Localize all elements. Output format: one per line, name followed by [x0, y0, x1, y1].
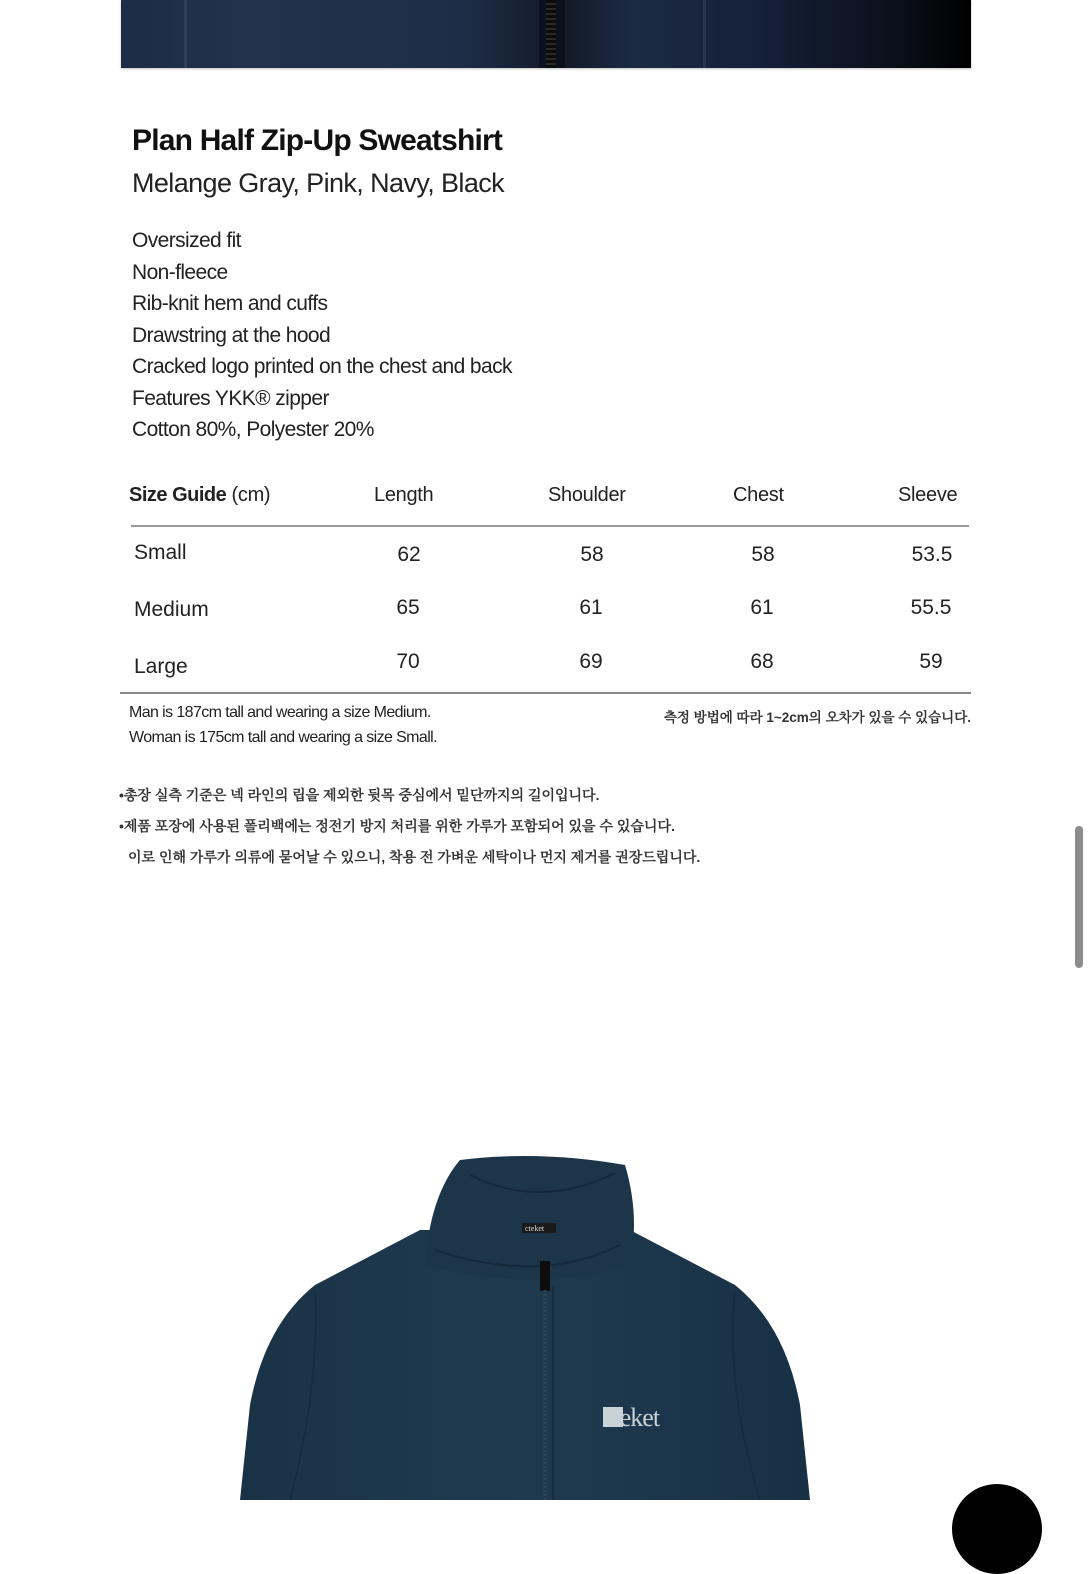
column-header-length: Length	[374, 484, 434, 506]
cell-large-sleeve: 59	[919, 650, 943, 673]
cell-small-sleeve: 53.5	[911, 543, 953, 566]
row-label-small: Small	[134, 541, 187, 564]
notice-polybag-powder: •제품 포장에 사용된 폴리백에는 정전기 방지 처리를 위한 가루가 포함되어 있을 수 있습니다.	[119, 818, 675, 834]
feature-item: Cotton 80%, Polyester 20%	[132, 418, 374, 441]
size-guide-unit: (cm)	[231, 484, 271, 506]
fabric-fold	[703, 0, 706, 68]
neck-label-brand: cteket	[525, 1224, 545, 1233]
feature-item: Oversized fit	[132, 229, 241, 252]
measurement-tolerance-note: 측정 방법에 따라 1~2cm의 오차가 있을 수 있습니다.	[663, 710, 971, 725]
cell-medium-shoulder: 61	[579, 596, 603, 619]
notice-list	[119, 784, 700, 877]
floating-action-button[interactable]	[952, 1484, 1042, 1574]
table-bottom-divider	[120, 692, 971, 694]
column-header-shoulder: Shoulder	[548, 484, 626, 506]
product-photo-top	[121, 0, 971, 68]
cell-small-length: 62	[397, 543, 421, 566]
feature-list	[132, 225, 512, 446]
notice-length-measurement: •총장 실측 기준은 넥 라인의 립을 제외한 뒷목 중심에서 밑단까지의 길이입니다.	[119, 787, 600, 803]
column-header-sleeve: Sleeve	[898, 484, 958, 506]
cell-small-chest: 58	[751, 543, 775, 566]
feature-item: Features YKK® zipper	[132, 386, 329, 410]
cell-large-chest: 68	[750, 650, 774, 673]
feature-item: Drawstring at the hood	[132, 323, 331, 347]
row-label-medium: Medium	[134, 598, 209, 621]
row-label-large: Large	[134, 655, 188, 678]
product-colors: Melange Gray, Pink, Navy, Black	[132, 168, 505, 198]
model-note-woman: Woman is 175cm tall and wearing a size Small.	[129, 729, 437, 746]
size-guide-title-bold: Size Guide	[129, 484, 227, 506]
cell-medium-length: 65	[396, 596, 420, 619]
cell-medium-sleeve: 55.5	[910, 596, 952, 619]
sweatshirt-collar	[425, 1156, 634, 1280]
cell-medium-chest: 61	[750, 596, 774, 619]
cell-large-shoulder: 69	[579, 650, 603, 673]
zipper-pull	[540, 1261, 550, 1291]
cell-large-length: 70	[396, 650, 420, 673]
product-title: Plan Half Zip-Up Sweatshirt	[132, 124, 503, 157]
scrollbar-thumb[interactable]	[1075, 826, 1083, 968]
size-guide-title	[129, 484, 270, 507]
feature-item: Non-fleece	[132, 260, 228, 284]
fabric-fold	[184, 0, 187, 68]
feature-item: Cracked logo printed on the chest and back	[132, 355, 512, 378]
column-header-chest: Chest	[733, 484, 784, 506]
brand-logo: cteket	[603, 1403, 660, 1432]
zipper	[546, 0, 556, 68]
table-divider	[131, 525, 969, 527]
notice-washing-recommendation: 이로 인해 가루가 의류에 묻어날 수 있으니, 착용 전 가벼운 세탁이나 먼지 제거를 권장드립니다.	[128, 849, 701, 865]
model-note-man: Man is 187cm tall and wearing a size Medium.	[129, 704, 431, 721]
feature-item: Rib-knit hem and cuffs	[132, 292, 328, 315]
cell-small-shoulder: 58	[580, 543, 604, 566]
product-photo	[220, 1155, 830, 1500]
